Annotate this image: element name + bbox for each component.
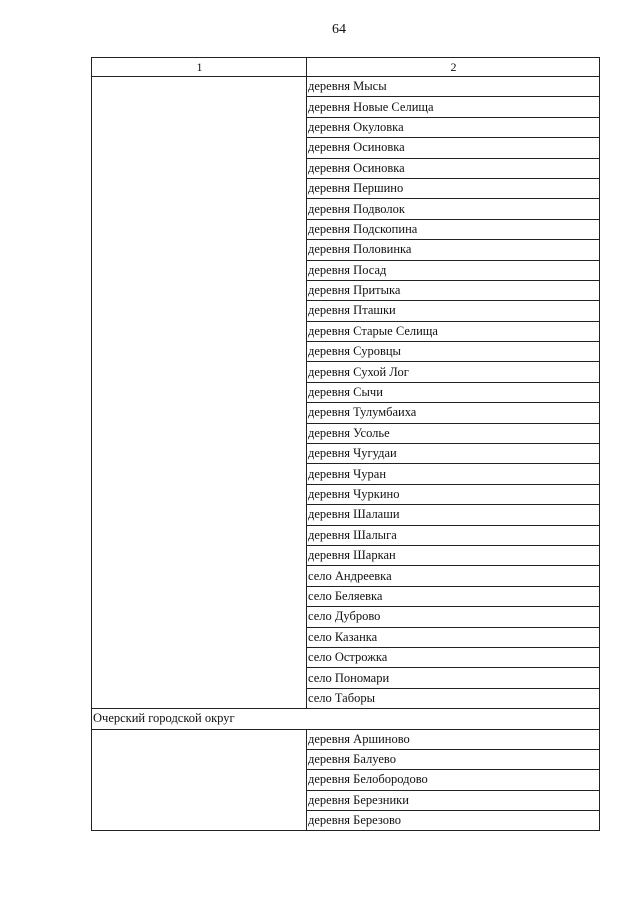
settlement-cell: деревня Шалыга xyxy=(307,525,600,545)
settlement-cell: деревня Балуево xyxy=(307,749,600,769)
settlement-cell: деревня Подволок xyxy=(307,199,600,219)
settlement-cell: деревня Окуловка xyxy=(307,117,600,137)
table-body xyxy=(92,77,600,831)
settlement-cell: деревня Аршиново xyxy=(307,729,600,749)
settlement-cell: деревня Пташки xyxy=(307,301,600,321)
settlement-cell: село Дуброво xyxy=(307,607,600,627)
table-row xyxy=(92,77,600,97)
settlement-cell: село Казанка xyxy=(307,627,600,647)
settlement-cell: деревня Суровцы xyxy=(307,342,600,362)
settlement-cell: деревня Притыка xyxy=(307,280,600,300)
column-header-1: 1 xyxy=(92,58,307,77)
settlement-cell: деревня Мысы xyxy=(307,77,600,97)
merged-blank-cell xyxy=(92,77,307,709)
settlement-cell: деревня Подскопина xyxy=(307,219,600,239)
settlement-cell: село Беляевка xyxy=(307,586,600,606)
settlement-cell: деревня Березники xyxy=(307,790,600,810)
settlement-cell: деревня Шалаши xyxy=(307,505,600,525)
settlements-table xyxy=(91,57,600,831)
settlement-cell: село Таборы xyxy=(307,688,600,708)
settlement-cell: деревня Посад xyxy=(307,260,600,280)
section-title: Очерский городской округ xyxy=(92,709,600,729)
settlement-cell: деревня Першино xyxy=(307,178,600,198)
table-row xyxy=(92,729,600,749)
settlement-cell: деревня Новые Селища xyxy=(307,97,600,117)
page-number: 64 xyxy=(332,22,346,37)
settlement-cell: село Острожка xyxy=(307,647,600,667)
settlement-cell: деревня Чуран xyxy=(307,464,600,484)
settlement-cell: деревня Осиновка xyxy=(307,158,600,178)
settlement-cell: село Андреевка xyxy=(307,566,600,586)
settlement-cell: деревня Сычи xyxy=(307,382,600,402)
settlement-cell: деревня Половинка xyxy=(307,240,600,260)
section-row xyxy=(92,709,600,729)
settlement-cell: деревня Чуркино xyxy=(307,484,600,504)
settlement-cell: деревня Тулумбаиха xyxy=(307,403,600,423)
settlement-cell: село Пономари xyxy=(307,668,600,688)
settlement-cell: деревня Усолье xyxy=(307,423,600,443)
settlement-cell: деревня Шаркан xyxy=(307,545,600,565)
settlement-cell: деревня Сухой Лог xyxy=(307,362,600,382)
settlement-cell: деревня Чугудаи xyxy=(307,444,600,464)
settlement-cell: деревня Белобородово xyxy=(307,770,600,790)
table-header-row xyxy=(92,58,600,77)
column-header-2: 2 xyxy=(307,58,600,77)
settlement-cell: деревня Березово xyxy=(307,811,600,831)
merged-blank-cell xyxy=(92,729,307,831)
settlement-cell: деревня Осиновка xyxy=(307,138,600,158)
settlement-cell: деревня Старые Селища xyxy=(307,321,600,341)
